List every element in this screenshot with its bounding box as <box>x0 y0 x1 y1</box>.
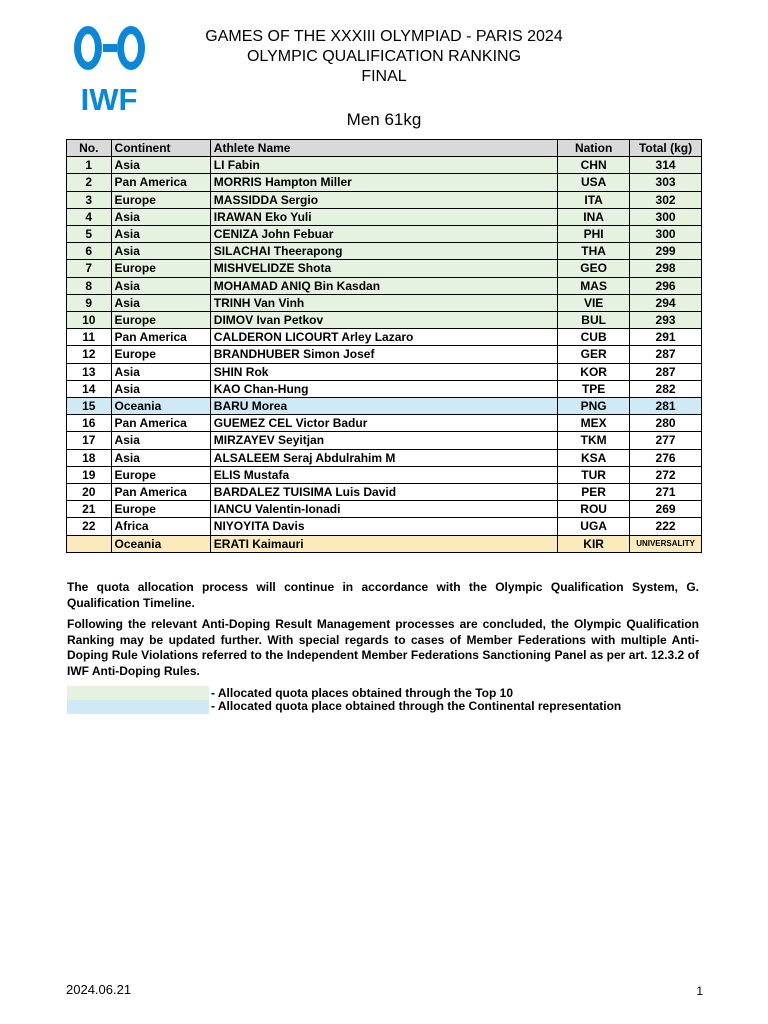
cell-rank: 2 <box>67 174 112 191</box>
cell-continent: Asia <box>111 449 210 466</box>
table-row <box>67 312 702 329</box>
table-row <box>67 243 702 260</box>
cell-rank: 12 <box>67 346 112 363</box>
cell-continent: Asia <box>111 243 210 260</box>
cell-continent: Asia <box>111 157 210 174</box>
cell-nation: KSA <box>558 449 630 466</box>
table-row <box>67 466 702 483</box>
cell-continent: Asia <box>111 226 210 243</box>
cell-total: 281 <box>630 398 702 415</box>
cell-continent: Europe <box>111 501 210 518</box>
title-line-1: GAMES OF THE XXXIII OLYMPIAD - PARIS 2024 <box>205 28 563 45</box>
cell-athlete-name: DIMOV Ivan Petkov <box>210 312 557 329</box>
cell-continent: Oceania <box>111 398 210 415</box>
cell-continent: Pan America <box>111 415 210 432</box>
cell-total: 271 <box>630 484 702 501</box>
cell-athlete-name: IRAWAN Eko Yuli <box>210 208 557 225</box>
table-row <box>67 208 702 225</box>
page-number: 1 <box>696 984 703 998</box>
cell-rank: 18 <box>67 449 112 466</box>
cell-rank: 15 <box>67 398 112 415</box>
cell-nation: GER <box>558 346 630 363</box>
table-row <box>67 363 702 380</box>
cell-total: 300 <box>630 226 702 243</box>
table-row <box>67 415 702 432</box>
cell-continent: Pan America <box>111 174 210 191</box>
cell-rank: 19 <box>67 466 112 483</box>
cell-continent: Asia <box>111 277 210 294</box>
cell-total: 294 <box>630 294 702 311</box>
cell-athlete-name: SILACHAI Theerapong <box>210 243 557 260</box>
col-header-athlete: Athlete Name <box>210 140 557 157</box>
table-row <box>67 260 702 277</box>
document-title <box>170 27 598 87</box>
cell-rank: 3 <box>67 191 112 208</box>
cell-total: 302 <box>630 191 702 208</box>
cell-nation: MEX <box>558 415 630 432</box>
table-header-row <box>67 140 702 157</box>
cell-athlete-name: MOHAMAD ANIQ Bin Kasdan <box>210 277 557 294</box>
cell-total: 272 <box>630 466 702 483</box>
cell-total: 298 <box>630 260 702 277</box>
cell-nation: ITA <box>558 191 630 208</box>
cell-nation: ROU <box>558 501 630 518</box>
table-row <box>67 277 702 294</box>
ranking-table <box>66 139 702 553</box>
cell-total: 300 <box>630 208 702 225</box>
footer-date: 2024.06.21 <box>66 982 132 997</box>
table-row <box>67 398 702 415</box>
table-row <box>67 518 702 535</box>
cell-athlete-name: MISHVELIDZE Shota <box>210 260 557 277</box>
cell-total: 303 <box>630 174 702 191</box>
table-row <box>67 191 702 208</box>
cell-total: 277 <box>630 432 702 449</box>
cell-continent: Asia <box>111 363 210 380</box>
col-header-total: Total (kg) <box>630 140 702 157</box>
cell-nation: PNG <box>558 398 630 415</box>
cell-rank: 17 <box>67 432 112 449</box>
cell-nation: PER <box>558 484 630 501</box>
cell-nation: KOR <box>558 363 630 380</box>
cell-nation: BUL <box>558 312 630 329</box>
cell-athlete-name: NIYOYITA Davis <box>210 518 557 535</box>
cell-nation: USA <box>558 174 630 191</box>
cell-athlete-name: CENIZA John Febuar <box>210 226 557 243</box>
title-line-3: FINAL <box>361 68 407 85</box>
cell-total: 282 <box>630 380 702 397</box>
cell-athlete-name: TRINH Van Vinh <box>210 294 557 311</box>
cell-nation: TUR <box>558 466 630 483</box>
cell-continent: Pan America <box>111 484 210 501</box>
note-quota-process: The quota allocation process will continue in accordance with the Olympic Qualification System, G. Qualification Timeline. <box>67 580 699 610</box>
cell-continent: Africa <box>111 518 210 535</box>
table-row <box>67 226 702 243</box>
cell-total: 287 <box>630 363 702 380</box>
table-row <box>67 501 702 518</box>
cell-athlete-name: BARU Morea <box>210 398 557 415</box>
table-row <box>67 346 702 363</box>
cell-continent: Europe <box>111 466 210 483</box>
cell-rank: 1 <box>67 157 112 174</box>
cell-total: 291 <box>630 329 702 346</box>
table-row <box>67 329 702 346</box>
cell-continent: Asia <box>111 432 210 449</box>
cell-continent: Oceania <box>111 535 210 552</box>
table-row <box>67 174 702 191</box>
cell-rank: 5 <box>67 226 112 243</box>
cell-rank: 22 <box>67 518 112 535</box>
cell-continent: Europe <box>111 312 210 329</box>
cell-rank: 14 <box>67 380 112 397</box>
cell-athlete-name: MORRIS Hampton Miller <box>210 174 557 191</box>
ranking-body <box>67 157 702 553</box>
cell-athlete-name: MASSIDDA Sergio <box>210 191 557 208</box>
cell-continent: Pan America <box>111 329 210 346</box>
cell-nation: MAS <box>558 277 630 294</box>
col-header-continent: Continent <box>111 140 210 157</box>
cell-athlete-name: KAO Chan-Hung <box>210 380 557 397</box>
cell-nation: GEO <box>558 260 630 277</box>
cell-nation: TPE <box>558 380 630 397</box>
cell-nation: CUB <box>558 329 630 346</box>
cell-nation: UGA <box>558 518 630 535</box>
cell-continent: Asia <box>111 294 210 311</box>
cell-athlete-name: ALSALEEM Seraj Abdulrahim M <box>210 449 557 466</box>
cell-athlete-name: SHIN Rok <box>210 363 557 380</box>
table-row <box>67 294 702 311</box>
table-row <box>67 484 702 501</box>
cell-total: 296 <box>630 277 702 294</box>
cell-athlete-name: LI Fabin <box>210 157 557 174</box>
col-header-nation: Nation <box>558 140 630 157</box>
cell-athlete-name: GUEMEZ CEL Victor Badur <box>210 415 557 432</box>
legend-swatch-top10 <box>67 686 209 700</box>
cell-rank: 16 <box>67 415 112 432</box>
cell-rank: 6 <box>67 243 112 260</box>
iwf-logo-mark <box>66 22 156 117</box>
cell-nation: CHN <box>558 157 630 174</box>
cell-athlete-name: ELIS Mustafa <box>210 466 557 483</box>
cell-athlete-name: BRANDHUBER Simon Josef <box>210 346 557 363</box>
cell-rank: 10 <box>67 312 112 329</box>
cell-athlete-name: CALDERON LICOURT Arley Lazaro <box>210 329 557 346</box>
cell-nation: VIE <box>558 294 630 311</box>
logo-text: IWF <box>80 82 138 117</box>
table-row <box>67 535 702 552</box>
legend-text-top10: - Allocated quota places obtained through the Top 10 <box>211 686 514 700</box>
cell-total: 314 <box>630 157 702 174</box>
legend-text-continental: - Allocated quota place obtained through the Continental representation <box>211 699 622 713</box>
cell-nation: THA <box>558 243 630 260</box>
cell-athlete-name: BARDALEZ TUISIMA Luis David <box>210 484 557 501</box>
col-header-no: No. <box>67 140 112 157</box>
cell-athlete-name: IANCU Valentin-Ionadi <box>210 501 557 518</box>
legend-swatch-continental <box>67 700 209 714</box>
cell-athlete-name: ERATI Kaimauri <box>210 535 557 552</box>
table-row <box>67 380 702 397</box>
cell-continent: Europe <box>111 191 210 208</box>
cell-rank: 20 <box>67 484 112 501</box>
cell-total: 287 <box>630 346 702 363</box>
cell-rank: 13 <box>67 363 112 380</box>
weight-category: Men 61kg <box>346 110 422 129</box>
cell-continent: Asia <box>111 208 210 225</box>
table-row <box>67 157 702 174</box>
cell-rank: 11 <box>67 329 112 346</box>
cell-total: 293 <box>630 312 702 329</box>
iwf-logo <box>66 22 156 117</box>
cell-rank: 21 <box>67 501 112 518</box>
cell-continent: Europe <box>111 346 210 363</box>
cell-total: 269 <box>630 501 702 518</box>
cell-nation: KIR <box>558 535 630 552</box>
title-line-2: OLYMPIC QUALIFICATION RANKING <box>246 48 522 65</box>
cell-total: 299 <box>630 243 702 260</box>
cell-rank: 4 <box>67 208 112 225</box>
note-anti-doping: Following the relevant Anti-Doping Result Management processes are concluded, the Olympic Qualification Ranking may be updated further. With special regards to cases of Member Federations with multiple Anti-Doping Rule Violations referred to the Independent Member Federations Sanctioning Panel as per art. 12.3.2 of IWF Anti-Doping Rules. <box>67 617 699 678</box>
cell-total: 280 <box>630 415 702 432</box>
cell-nation: TKM <box>558 432 630 449</box>
cell-total: 222 <box>630 518 702 535</box>
cell-total: UNIVERSALITY <box>630 535 702 552</box>
table-row <box>67 449 702 466</box>
cell-continent: Europe <box>111 260 210 277</box>
cell-rank <box>67 535 112 552</box>
cell-athlete-name: MIRZAYEV Seyitjan <box>210 432 557 449</box>
cell-rank: 8 <box>67 277 112 294</box>
cell-total: 276 <box>630 449 702 466</box>
table-row <box>67 432 702 449</box>
cell-rank: 9 <box>67 294 112 311</box>
cell-rank: 7 <box>67 260 112 277</box>
cell-nation: PHI <box>558 226 630 243</box>
cell-continent: Asia <box>111 380 210 397</box>
cell-nation: INA <box>558 208 630 225</box>
